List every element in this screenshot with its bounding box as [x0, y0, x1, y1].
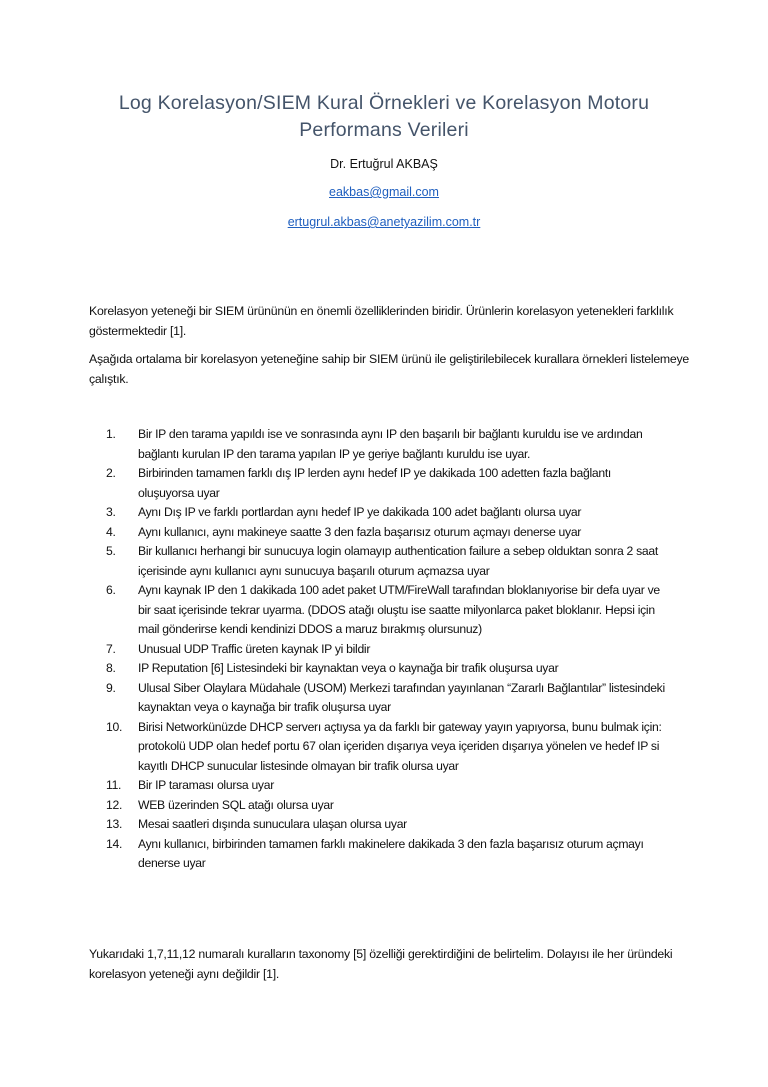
list-item-text: Bir kullanıcı herhangi bir sunucuya login olamayıp authentication failure a sebep olduktan sonra 2 saat içerisinde aynı kullanıcı aynı sunucuya başarılı oturum açmazsa uyar — [138, 544, 658, 578]
list-item-text: Birbirinden tamamen farklı dış IP lerden aynı hedef IP ye dakikada 100 adetten fazla bağlantı oluşuyorsa uyar — [138, 466, 612, 500]
email-link-anet[interactable]: ertugrul.akbas@anetyazilim.com.tr — [287, 215, 481, 229]
list-item — [106, 679, 666, 718]
list-item-text: WEB üzerinden SQL atağı olursa uyar — [138, 797, 334, 812]
list-item-text: Ulusal Siber Olaylara Müdahale (USOM) Merkezi tarafından yayınlanan “Zararlı Bağlantılar” listesindeki kaynaktan veya o kaynağa bir trafik oluşursa uyar — [138, 680, 665, 714]
list-item-number: 13. — [106, 817, 123, 831]
list-item-text: Aynı Dış IP ve farklı portlardan aynı hedef IP ye dakikada 100 adet bağlantı olursa uyar — [138, 505, 582, 519]
list-item — [106, 503, 666, 523]
list-item — [106, 776, 666, 796]
list-item — [106, 523, 666, 543]
list-item — [106, 640, 666, 660]
list-item-number: 9. — [106, 680, 116, 695]
list-item — [106, 718, 666, 777]
closing-paragraph: Yukarıdaki 1,7,11,12 numaralı kuralların taxonomy [5] özelliği gerektirdiğini de belirtelim. Dolayısı ile her üründeki korelasyon yeteneği aynı değildir [1]. — [89, 947, 673, 981]
list-item-number: 6. — [106, 583, 116, 597]
list-item-number: 14. — [106, 836, 123, 851]
list-item-text: Aynı kullanıcı, birbirinden tamamen farklı makinelere dakikada 3 den fazla başarısız oturum açmayı denerse uyar — [138, 836, 644, 870]
list-item — [106, 659, 666, 679]
list-item — [106, 581, 666, 640]
list-item-number: 5. — [106, 544, 116, 558]
list-item-text: Aynı kaynak IP den 1 dakikada 100 adet paket UTM/FireWall tarafından bloklanıyorise bir defa uyar ve bir saat içerisinde tekrar uyarma. (DDOS atağı oluştu ise saatte milyonlarca paket bloklanır. Hepsi için mail gönderirse kendi kendinizi DDOS a maruz bırakmış olursunuz) — [138, 583, 660, 636]
document-title — [90, 90, 678, 144]
list-item-number: 10. — [106, 719, 123, 734]
list-item — [106, 542, 666, 581]
list-item-number: 7. — [106, 641, 116, 656]
list-item — [106, 815, 666, 835]
list-item-text: Mesai saatleri dışında sunuculara ulaşan olursa uyar — [138, 817, 407, 831]
list-item-text: Bir IP taraması olursa uyar — [138, 778, 274, 792]
list-item — [106, 796, 666, 816]
email-link-gmail[interactable]: eakbas@gmail.com — [329, 185, 439, 199]
list-item-text: IP Reputation [6] Listesindeki bir kaynaktan veya o kaynağa bir trafik oluşursa uyar — [138, 661, 559, 675]
list-item — [106, 464, 666, 503]
list-item-number: 4. — [106, 524, 116, 539]
list-item — [106, 835, 666, 874]
list-item-text: Unusual UDP Traffic üreten kaynak IP yi bildir — [138, 641, 371, 656]
list-item-number: 11. — [106, 778, 122, 792]
list-item-number: 2. — [106, 466, 116, 480]
rules-list — [106, 425, 666, 874]
author-name: Dr. Ertuğrul AKBAŞ — [330, 157, 438, 171]
list-item-text: Birisi Networkünüzde DHCP serverı açtıysa ya da farklı bir gateway yayın yapıyorsa, bunu bulmak için: protokolü UDP olan hedef portu 67 olan içeriden dışarıya veya içeriden dışarıya yönelen ve hedef IP si kayıtlı DHCP sunucular listesinde olmayan bir trafik olursa uyar — [138, 719, 662, 773]
list-item-number: 12. — [106, 797, 123, 812]
email-link-gmail-row — [0, 185, 768, 199]
list-item-number: 3. — [106, 505, 116, 519]
rules-intro-paragraph: Aşağıda ortalama bir korelasyon yeteneğine sahip bir SIEM ürünü ile geliştirilebilecek kurallara örnekleri listelemeye çalıştık. — [89, 352, 690, 386]
list-item-number: 1. — [106, 427, 116, 441]
list-item-text: Aynı kullanıcı, aynı makineye saatte 3 den fazla başarısız oturum açmayı denerse uyar — [138, 524, 582, 539]
email-link-anet-row — [0, 215, 768, 229]
title-line-2: Performans Verileri — [299, 119, 469, 141]
intro-paragraph: Korelasyon yeteneği bir SIEM ürününün en önemli özelliklerinden biridir. Ürünlerin korelasyon yetenekleri farklılık göstermektedir [1]. — [89, 304, 674, 338]
list-item — [106, 425, 666, 464]
list-item-number: 8. — [106, 661, 116, 675]
list-item-text: Bir IP den tarama yapıldı ise ve sonrasında aynı IP den başarılı bir bağlantı kuruldu ise ve ardından bağlantı kurulan IP den tarama yapılan IP ye geriye bağlantı kuruldu ise uyar. — [138, 427, 643, 461]
title-line-1: Log Korelasyon/SIEM Kural Örnekleri ve Korelasyon Motoru — [118, 92, 650, 114]
